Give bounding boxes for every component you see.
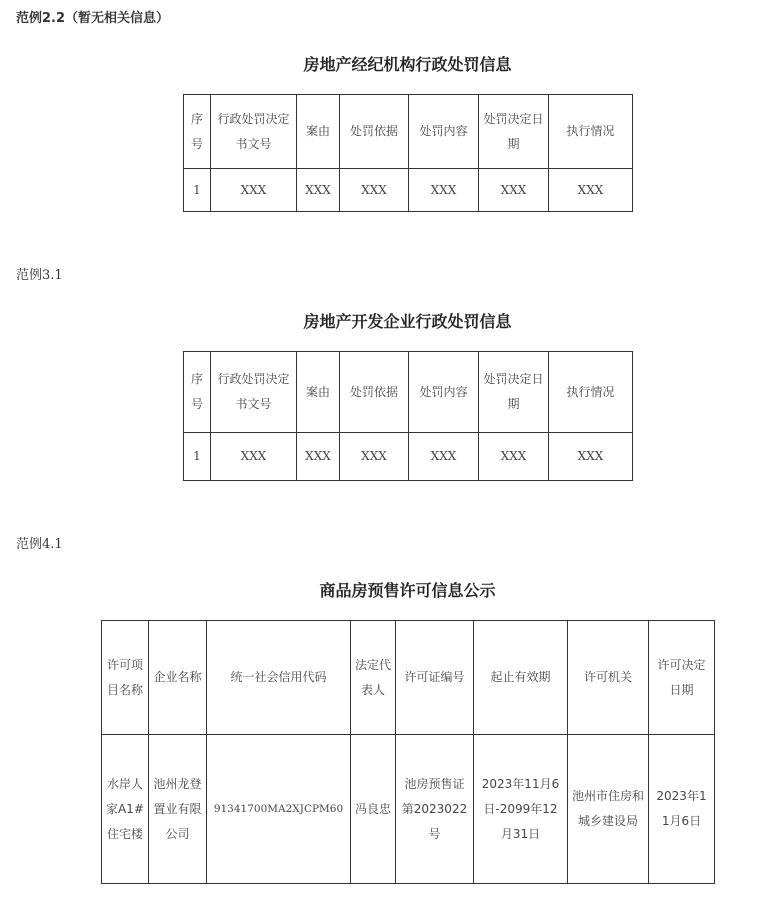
table-cell: 池州市住房和城乡建设局 — [568, 735, 649, 884]
section-title-brokerage-penalty: 房地产经纪机构行政处罚信息 — [303, 55, 512, 74]
header-cell: 许可项目名称 — [102, 621, 149, 735]
developer-penalty-table — [183, 351, 633, 481]
brokerage-penalty-table — [183, 94, 633, 212]
header-cell: 处罚决定日期 — [479, 95, 549, 169]
table-header-row — [184, 95, 633, 169]
table-cell: XXX — [479, 433, 549, 481]
section-title-developer-penalty: 房地产开发企业行政处罚信息 — [303, 312, 512, 331]
table-cell: 池房预售证第2023022号 — [396, 735, 474, 884]
table-cell: 冯良忠 — [351, 735, 396, 884]
header-cell: 案由 — [297, 352, 340, 433]
table-cell: XXX — [297, 433, 340, 481]
table-cell: XXX — [211, 169, 297, 212]
table-cell: 1 — [184, 433, 211, 481]
header-cell: 许可决定日期 — [649, 621, 715, 735]
section-label-2-2: 范例2.2（暂无相关信息） — [16, 11, 170, 26]
header-cell: 许可证编号 — [396, 621, 474, 735]
header-cell: 处罚内容 — [409, 352, 479, 433]
table-cell: 2023年11月6日 — [649, 735, 715, 884]
header-cell: 处罚依据 — [340, 95, 409, 169]
section-label-3-1: 范例3.1 — [16, 268, 63, 283]
table-cell: XXX — [409, 169, 479, 212]
header-cell: 处罚依据 — [340, 352, 409, 433]
table-cell: XXX — [340, 433, 409, 481]
table-row — [184, 169, 633, 212]
section-title-presale-permit: 商品房预售许可信息公示 — [319, 581, 496, 600]
header-cell: 起止有效期 — [474, 621, 568, 735]
table-cell: 池州龙登置业有限公司 — [149, 735, 207, 884]
section-label-4-1: 范例4.1 — [16, 537, 63, 552]
header-cell: 序号 — [184, 95, 211, 169]
header-cell: 案由 — [297, 95, 340, 169]
table-cell: XXX — [549, 169, 633, 212]
table-cell: XXX — [211, 433, 297, 481]
header-cell: 法定代表人 — [351, 621, 396, 735]
table-cell: XXX — [340, 169, 409, 212]
presale-permit-table — [101, 620, 715, 884]
header-cell: 行政处罚决定书文号 — [211, 352, 297, 433]
header-cell: 执行情况 — [549, 95, 633, 169]
table-cell: 1 — [184, 169, 211, 212]
table-row — [184, 433, 633, 481]
table-header-row — [102, 621, 715, 735]
table-cell: XXX — [409, 433, 479, 481]
header-cell: 序号 — [184, 352, 211, 433]
header-cell: 执行情况 — [549, 352, 633, 433]
table-cell: XXX — [297, 169, 340, 212]
table-cell: 2023年11月6日-2099年12月31日 — [474, 735, 568, 884]
header-cell: 处罚内容 — [409, 95, 479, 169]
table-cell: 水岸人家A1#住宅楼 — [102, 735, 149, 884]
table-header-row — [184, 352, 633, 433]
table-cell: XXX — [549, 433, 633, 481]
table-cell: 91341700MA2XJCPM60 — [207, 735, 351, 884]
header-cell: 许可机关 — [568, 621, 649, 735]
header-cell: 企业名称 — [149, 621, 207, 735]
header-cell: 统一社会信用代码 — [207, 621, 351, 735]
table-row — [102, 735, 715, 884]
table-cell: XXX — [479, 169, 549, 212]
header-cell: 处罚决定日期 — [479, 352, 549, 433]
header-cell: 行政处罚决定书文号 — [211, 95, 297, 169]
